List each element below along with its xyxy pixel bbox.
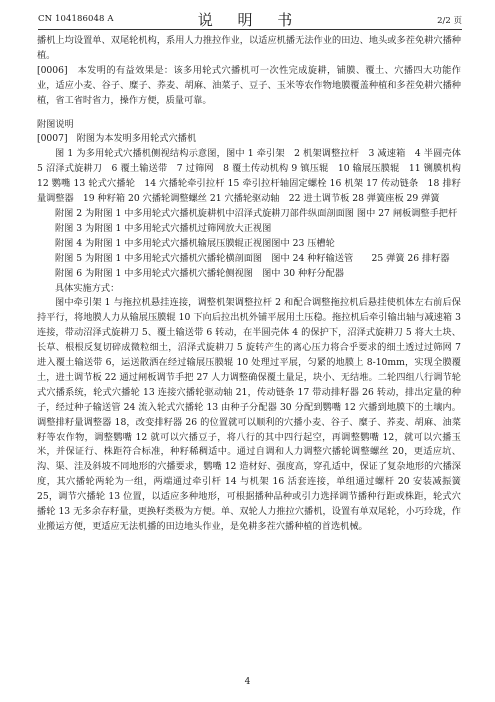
paragraph: 附图 2 为附图 1 中多用轮式穴播机旋耕机中沼泽式旋耕刀部件纵面剖面图 图中 27 闸板调整手把杆	[55, 207, 458, 219]
document-body	[37, 34, 471, 535]
section-heading: 附图说明	[37, 118, 74, 130]
paragraph: 附图 5 为附图 1 中多用轮式穴播机穴播轮横剖面图 图中 24 种籽输送管 25 弹簧 26 排籽器	[55, 252, 450, 264]
paragraph: 附图 3 为附图 1 中多用轮式穴播机过筛网放大正视图	[55, 222, 272, 234]
page-number: 4	[244, 677, 251, 687]
header-rule	[38, 29, 462, 30]
paragraph: [0007] 附图为本发明多用轮式穴播机	[37, 133, 197, 145]
paragraph: [0006] 本发明的有益效果是：该多用轮式穴播机可一次性完成旋耕，铺膜、覆土、穴播四大功能作业，适应小麦、谷子、糜子、荞麦、胡麻、油菜子、豆子、玉米等农作物地膜覆盖种植和多茬免耕穴播种植，省工省时省力，操作方便，质量可靠。	[37, 64, 461, 106]
page-indicator: 2/2 页	[437, 16, 462, 26]
paragraph: 图中牵引架 1 与拖拉机悬挂连接，调整机架调整拉杆 2 和配合调整拖拉机后悬挂使机体左右前后保持平行，将地膜人力从输展压膜辊 10 下向后拉出机外铺平展用土压稳。拖拉机后牵引输出轴与减速箱 3 连接，带动沼泽式旋耕刀 5、覆土输送带 6 转动，在半圆壳体 4 的保护下，沼泽式旋耕刀 5 将大土块、长草、根根反复切碎成微粒细土，沼泽式旋耕刀 5 旋转产生的离心压力将合乎要求的细土透过过筛网 7 进入覆土输送带 6，运送散洒在经过输展压膜辊 10 处理过平展，匀紧的地膜上 8-10mm，实现全膜覆土，进土调节板 22 通过闸板调节手把 27 人力调整确保覆土量足，块小、无结堆。二轮四组八行调节轮式穴播系统，轮式穴播轮 13 连接穴播轮驱动轴 21，传动链条 17 带动排籽器 26 转动，排出定量的种子，经过种子输送管 24 流入轮式穴播轮 13 由种子分配器 30 分配到鹦嘴 12 穴播到地膜下的土壤内。调整排籽量调整器 18，改变排籽器 26 的位置就可以顺利的穴播小麦、谷子、糜子、荞麦、胡麻、油菜籽等农作物，调整鹦嘴 12 就可以穴播豆子，将八行的其中四行起空，再调整鹦嘴 12，就可以穴播玉米，并保证行、株距符合标准，种籽稀稠适中。通过自调和人力调整穴播轮调整螺丝 20，更适应坑、沟、渠、洼及斜坡不同地形的穴播要求，鹦嘴 12 造材好、强度高，穿孔适中，保证了复杂地形的穴播深度，其穴播轮两轮为一组，两端通过牵引杆 14 与机架 16 活套连接，单组通过螺杆 20 安装减振簧 25，调节穴播轮 13 位置，以适应多种地形，可根据播种品种或引力选择调节播种行距或株距，轮式穴播轮 13 无多余存籽量，更换籽类极为方便。单、双轮人力推拉穴播机，设置有单双尾轮，小巧玲珑，作业搬运方便，更适应无法机播的田边地头作业，是免耕多茬穴播种植的首选机械。	[37, 297, 461, 532]
paragraph: 播机上均设置单、双尾轮机构，系用人力推拉作业，以适应机播无法作业的田边、地头或多茬免耕穴播种植。	[37, 35, 461, 61]
page-header	[38, 9, 462, 31]
patent-number: CN 104186048 A	[38, 14, 114, 24]
paragraph-gap	[37, 109, 461, 116]
paragraph: 具体实施方式：	[55, 282, 120, 294]
paragraph: 附图 6 为附图 1 中多用轮式穴播机穴播轮侧视图 图中 30 种籽分配器	[55, 267, 344, 279]
paragraph: 图 1 为多用轮式穴播机侧视结构示意图，图中 1 牵引架 2 机架调整拉杆 3 减速箱 4 半圆壳体 5 沼泽式旋耕刀 6 覆土输送带 7 过筛网 8 覆土传动机构 9 镇压辊 10 输展压膜辊 11 铡膜机构 12 鹦嘴 13 轮式穴播轮 14 穴播轮牵引拉杆 15 牵引拉杆轴固定螺栓 16 机架 17 传动链条 18 排籽量调整器 19 种籽箱 20 穴播轮调整螺丝 21 穴播轮驱动轴 22 进土调节板 28 弹簧座板 29 弹簧	[37, 148, 471, 205]
paragraph: 附图 4 为附图 1 中多用轮式穴播机输展压膜辊正视图图中 23 压槽轮	[55, 237, 335, 249]
document-title: 说 明 书	[197, 11, 303, 29]
